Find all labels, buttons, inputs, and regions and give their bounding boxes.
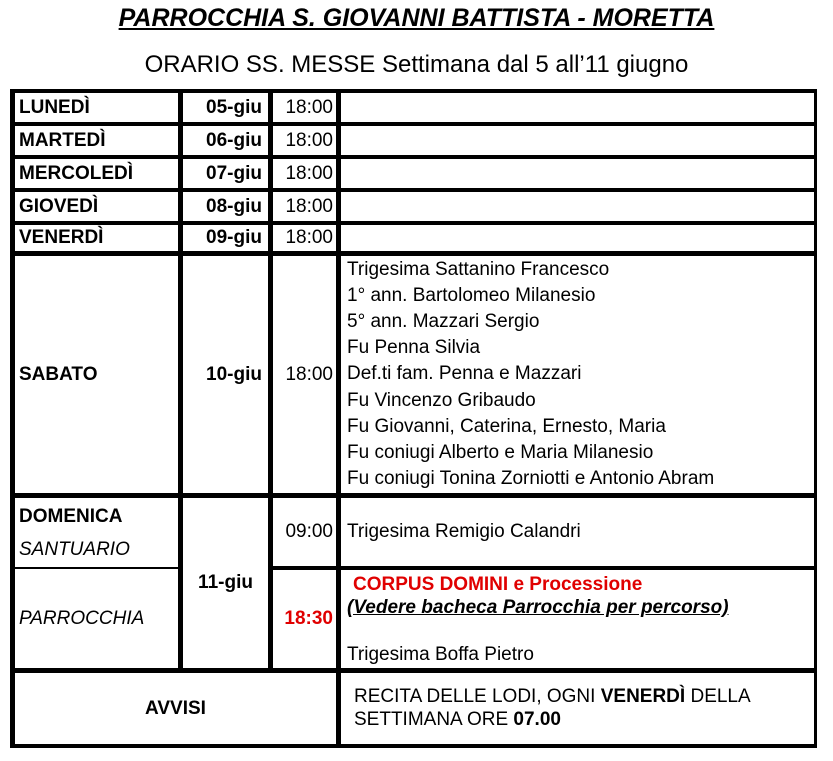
intention-item: Fu Vincenzo Gribaudo — [347, 389, 536, 411]
date-cell-sabato: 10-giu — [180, 253, 270, 495]
day-cell: MERCOLEDÌ — [13, 157, 180, 190]
schedule-subtitle: ORARIO SS. MESSE Settimana dal 5 all’11 giugno — [144, 51, 689, 78]
date-cell: 07-giu — [180, 157, 270, 190]
intention-item: Trigesima Sattanino Francesco — [347, 258, 610, 280]
time-cell: 18:00 — [270, 124, 338, 157]
parrocchia-notes — [338, 568, 816, 670]
time-cell: 18:00 — [270, 190, 338, 223]
time-cell: 18:00 — [270, 157, 338, 190]
intention-item: Def.ti fam. Penna e Mazzari — [347, 363, 582, 385]
avvisi-text — [338, 670, 816, 746]
date-cell: 06-giu — [180, 124, 270, 157]
avvisi-text-part: DELLA SETTIMANA ORE — [354, 686, 750, 730]
event-note: (Vedere bacheca Parrocchia per percorso) — [347, 597, 729, 618]
notes-cell — [338, 124, 816, 157]
date-cell-domenica: 11-giu — [180, 495, 270, 670]
day-cell: LUNEDÌ — [13, 91, 180, 124]
event-title: CORPUS DOMINI e Processione — [353, 574, 643, 595]
day-cell-sabato: SABATO — [13, 253, 180, 495]
time-cell: 18:00 — [270, 91, 338, 124]
day-label: DOMENICA — [19, 505, 123, 527]
place-cell-parrocchia: PARROCCHIA — [13, 568, 180, 670]
notes-cell — [338, 91, 816, 124]
date-cell: 05-giu — [180, 91, 270, 124]
time-cell: 18:00 — [270, 223, 338, 253]
place-label: SANTUARIO — [19, 538, 130, 560]
time-cell-sabato: 18:00 — [270, 253, 338, 495]
intention-item: Fu Giovanni, Caterina, Ernesto, Maria — [347, 415, 666, 437]
intentions-list — [338, 253, 816, 495]
avvisi-day: VENERDÌ — [600, 686, 686, 707]
intention-santuario: Trigesima Remigio Calandri — [338, 495, 816, 568]
intention-item: Fu coniugi Alberto e Maria Milanesio — [347, 442, 654, 463]
day-cell-domenica — [13, 495, 180, 568]
day-cell: GIOVEDÌ — [13, 190, 180, 223]
intention-item: 1° ann. Bartolomeo Milanesio — [347, 284, 596, 306]
intention-item: Fu Penna Silvia — [347, 337, 481, 359]
avvisi-time: 07.00 — [513, 709, 561, 730]
intention-parrocchia: Trigesima Boffa Pietro — [347, 644, 534, 665]
notes-cell — [338, 190, 816, 223]
date-cell: 09-giu — [180, 223, 270, 253]
intention-item: 5° ann. Mazzari Sergio — [347, 310, 540, 332]
notes-cell — [338, 157, 816, 190]
time-cell-santuario: 09:00 — [270, 495, 338, 568]
intention-item: Fu coniugi Tonina Zorniotti e Antonio Abram — [347, 468, 715, 490]
day-cell: MARTEDÌ — [13, 124, 180, 157]
avvisi-label: AVVISI — [13, 670, 338, 746]
date-cell: 08-giu — [180, 190, 270, 223]
day-cell: VENERDÌ — [13, 223, 180, 253]
page-title: PARROCCHIA S. GIOVANNI BATTISTA - MORETTA — [118, 4, 715, 32]
notes-cell — [338, 223, 816, 253]
time-cell-parrocchia: 18:30 — [270, 568, 338, 670]
avvisi-text-part: RECITA DELLE LODI, OGNI — [354, 686, 601, 707]
